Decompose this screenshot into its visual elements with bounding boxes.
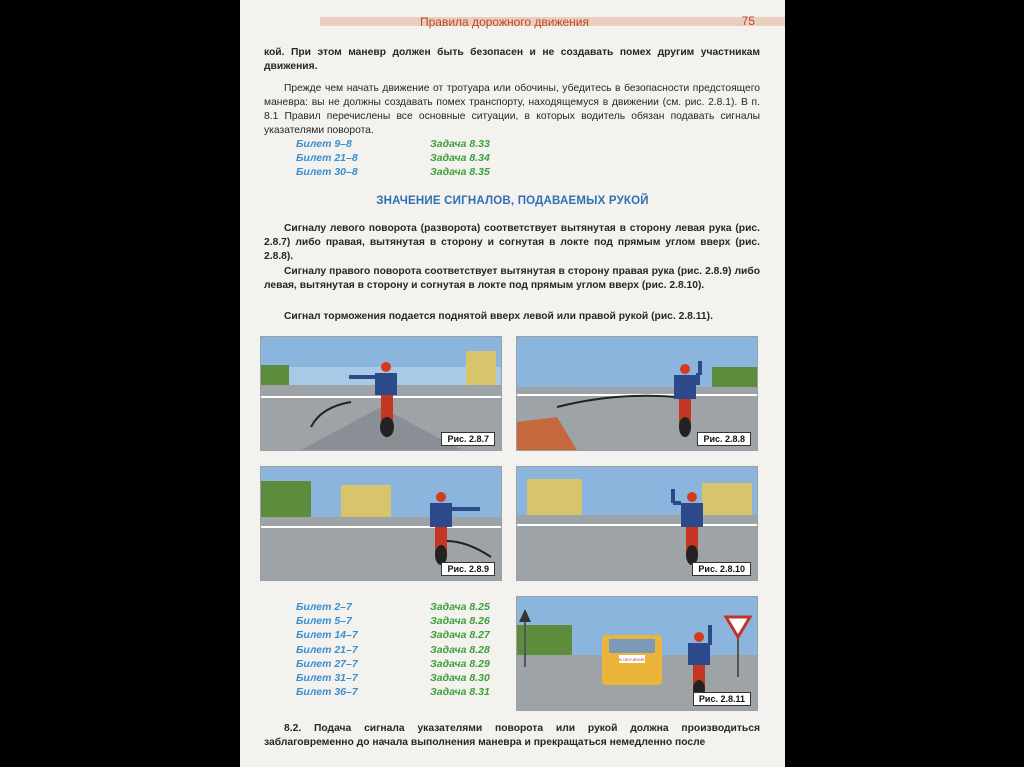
figure-2-8-7 xyxy=(260,336,502,451)
ticket-ref[interactable]: Билет 9–8 xyxy=(296,138,352,150)
book-page xyxy=(240,0,785,767)
rule-8-2-text: 8.2. Подача сигнала указателями поворота или рукой должна производиться заблаговременно до начала выполнения маневра и прекращаться немедленно после xyxy=(264,723,760,748)
figure-caption: Рис. 2.8.11 xyxy=(693,692,751,706)
task-ref[interactable]: Задача 8.31 xyxy=(430,686,490,699)
signal-brake-text: Сигнал торможения подается поднятой вверх левой или правой рукой (рис. 2.8.11). xyxy=(284,311,713,322)
task-ref[interactable]: Задача 8.34 xyxy=(430,152,490,165)
ticket-ref[interactable]: Билет 2–7 xyxy=(296,601,352,613)
ticket-list-bottom xyxy=(296,600,358,699)
page-number: 75 xyxy=(741,14,755,28)
figure-caption: Рис. 2.8.9 xyxy=(441,562,495,576)
car-learner-sign: В ОБУЧЕНИЕ xyxy=(619,657,645,662)
intro-text: кой. При этом маневр должен быть безопасен и не создавать помех другим участникам движения. xyxy=(264,47,760,72)
task-ref[interactable]: Задача 8.35 xyxy=(430,166,490,179)
task-ref[interactable]: Задача 8.30 xyxy=(430,672,490,685)
ticket-list-top xyxy=(296,137,358,180)
task-ref[interactable]: Задача 8.25 xyxy=(430,601,490,613)
figure-2-8-11 xyxy=(516,596,758,711)
task-ref[interactable]: Задача 8.27 xyxy=(430,629,490,642)
ticket-ref[interactable]: Билет 30–8 xyxy=(296,166,358,179)
task-ref[interactable]: Задача 8.28 xyxy=(430,643,490,656)
ticket-ref[interactable]: Билет 27–7 xyxy=(296,657,358,670)
signal-left-text: Сигналу левого поворота (разворота) соответствует вытянутая в сторону левая рука (рис. 2.8.7) либо правая, вытянутая в сторону и согнутая в локте под прямым углом вверх (рис. 2.8.8). xyxy=(264,223,760,262)
figure-2-8-10 xyxy=(516,466,758,581)
figure-2-8-8 xyxy=(516,336,758,451)
ticket-ref[interactable]: Билет 14–7 xyxy=(296,629,358,642)
ticket-ref[interactable]: Билет 21–7 xyxy=(296,643,358,656)
task-ref[interactable]: Задача 8.29 xyxy=(430,657,490,670)
ticket-ref[interactable]: Билет 21–8 xyxy=(296,152,358,165)
signal-right-text: Сигналу правого поворота соответствует вытянутая в сторону правая рука (рис. 2.8.9) либо левая, вытянутая в сторону и согнутая в локте под прямым углом вверх (рис. 2.8.10). xyxy=(264,266,760,291)
running-title: Правила дорожного движения xyxy=(420,15,590,29)
figure-2-8-9 xyxy=(260,466,502,581)
task-ref[interactable]: Задача 8.26 xyxy=(430,615,490,628)
ticket-ref[interactable]: Билет 5–7 xyxy=(296,615,352,628)
page-header xyxy=(240,0,785,32)
task-ref[interactable]: Задача 8.33 xyxy=(430,138,490,150)
paragraph-movement: Прежде чем начать движение от тротуара или обочины, убедитесь в безопасности предстоящего маневра: вы не должны создавать помех транспорту, находящемуся в движении (см. рис. 2.8.1). В п. 8.1 Правил перечислены все основные ситуации, в которых водитель обязан подавать сигналы указателями поворота. xyxy=(264,83,760,136)
figure-caption: Рис. 2.8.10 xyxy=(692,562,751,576)
figure-caption: Рис. 2.8.7 xyxy=(441,432,495,446)
task-list-bottom xyxy=(430,600,490,699)
ticket-ref[interactable]: Билет 31–7 xyxy=(296,672,358,685)
figure-caption: Рис. 2.8.8 xyxy=(697,432,751,446)
section-title: ЗНАЧЕНИЕ СИГНАЛОВ, ПОДАВАЕМЫХ РУКОЙ xyxy=(376,195,649,207)
task-list-top xyxy=(430,137,490,180)
ticket-ref[interactable]: Билет 36–7 xyxy=(296,686,358,699)
